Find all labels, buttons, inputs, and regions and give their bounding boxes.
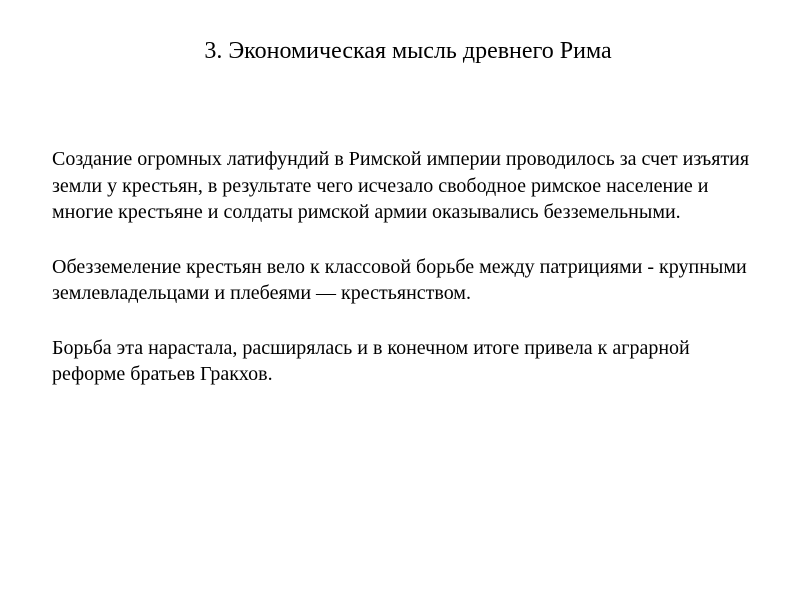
paragraph-gracchi-reform: Борьба эта нарастала, расширялась и в конечном итоге привела к аграрной реформе братьев Гракхов. — [52, 336, 690, 385]
paragraph-latifundia: Создание огромных латифундий в Римской империи проводилось за счет изъятия земли у крестьян, в результате чего исчезало свободное римское население и многие крестьяне и солдаты римской армии оказывались безземельными. — [52, 148, 750, 223]
slide-title: 3. Экономическая мысль древнего Рима — [204, 38, 612, 64]
slide-body — [52, 146, 762, 416]
paragraph-class-struggle: Обезземеление крестьян вело к классовой борьбе между патрициями - крупными землевладельцами и плебеями — крестьянством. — [52, 255, 747, 304]
